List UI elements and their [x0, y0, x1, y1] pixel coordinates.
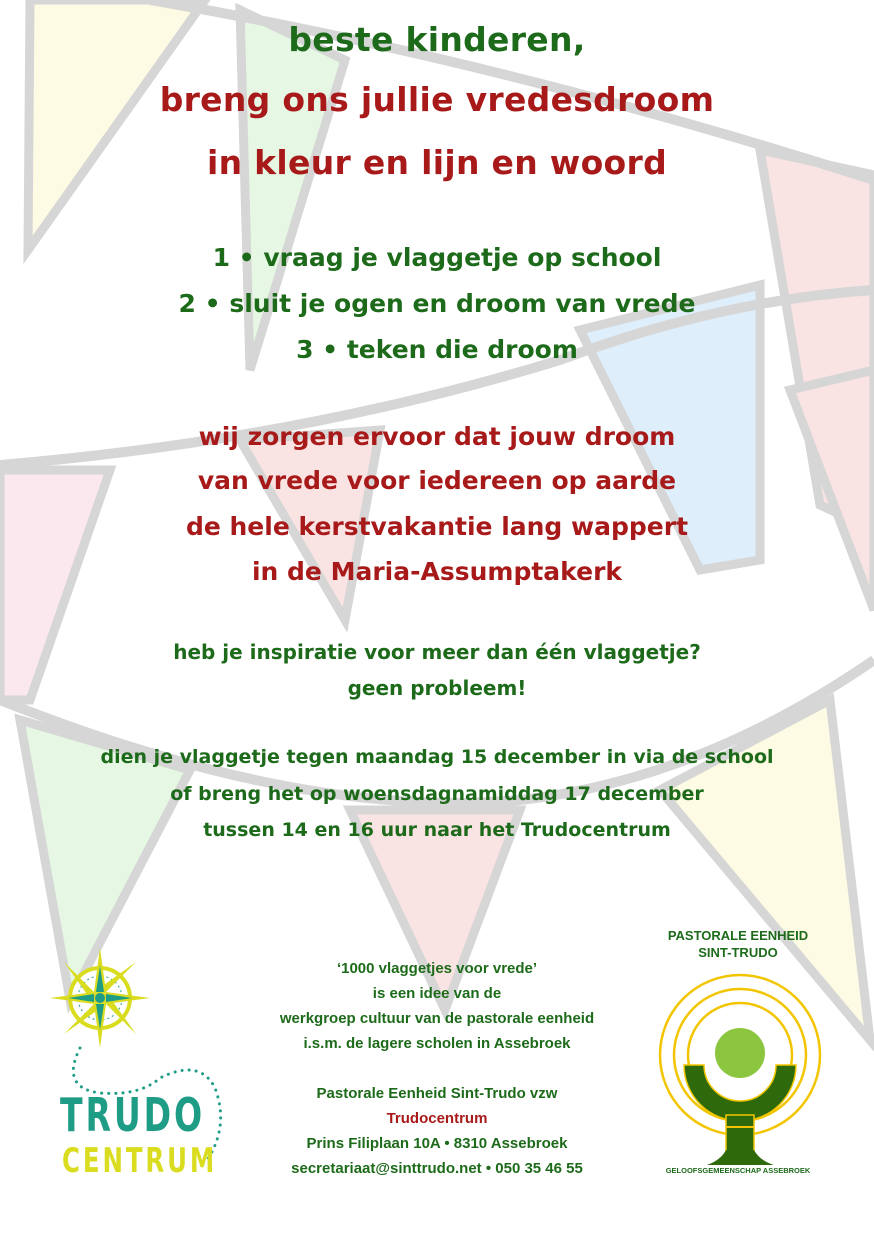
footer-idea-4: i.s.m. de lagere scholen in Assebroek: [303, 1035, 571, 1052]
promise-line-4: in de Maria-Assumptakerk: [251, 557, 623, 586]
logo-word-centrum: CENTRUM: [62, 1141, 218, 1181]
promise-line-2: van vrede voor iedereen op aarde: [197, 466, 677, 495]
extra-question: heb je inspiratie voor meer dan één vlaggetje?: [173, 640, 701, 664]
greeting-heading: beste kinderen,: [288, 20, 586, 59]
heading-line-2: breng ons jullie vredesdroom: [159, 80, 715, 119]
heading-line-3: in kleur en lijn en woord: [206, 143, 668, 182]
step-3: 3 • teken die droom: [296, 335, 578, 364]
footer-idea-2: is een idee van de: [372, 985, 502, 1002]
logo-title-2: SINT-TRUDO: [698, 945, 778, 960]
promise-line-1: wij zorgen ervoor dat jouw droom: [198, 422, 676, 451]
logo-title-1: PASTORALE EENHEID: [667, 928, 809, 943]
step-1: 1 • vraag je vlaggetje op school: [212, 243, 662, 272]
footer-contact[interactable]: secretariaat@sinttrudo.net • 050 35 46 55: [291, 1160, 583, 1177]
submit-line-2: of breng het op woensdagnamiddag 17 december: [170, 783, 704, 805]
logo-bottom-text: GELOOFSGEMEENSCHAP ASSEBROEK: [665, 1166, 811, 1175]
step-2: 2 • sluit je ogen en droom van vrede: [178, 289, 696, 318]
footer-idea-1: ‘1000 vlaggetjes voor vrede’: [336, 960, 538, 977]
promise-line-3: de hele kerstvakantie lang wappert: [185, 512, 689, 541]
logo-word-trudo: TRUDO: [60, 1088, 206, 1142]
trudo-centrum-logo: [50, 948, 240, 1188]
extra-answer: geen probleem!: [347, 676, 527, 700]
footer-venue: Trudocentrum: [386, 1110, 488, 1127]
chalice-host-icon: [648, 965, 828, 1165]
footer-idea-3: werkgroep cultuur van de pastorale eenheid: [279, 1010, 595, 1027]
footer-org: Pastorale Eenheid Sint-Trudo vzw: [316, 1085, 558, 1102]
submit-line-1: dien je vlaggetje tegen maandag 15 december in via de school: [100, 746, 774, 768]
footer-address: Prins Filiplaan 10A • 8310 Assebroek: [306, 1135, 568, 1152]
pastorale-eenheid-logo: [648, 920, 828, 1185]
submit-line-3: tussen 14 en 16 uur naar het Trudocentrum: [203, 819, 671, 841]
